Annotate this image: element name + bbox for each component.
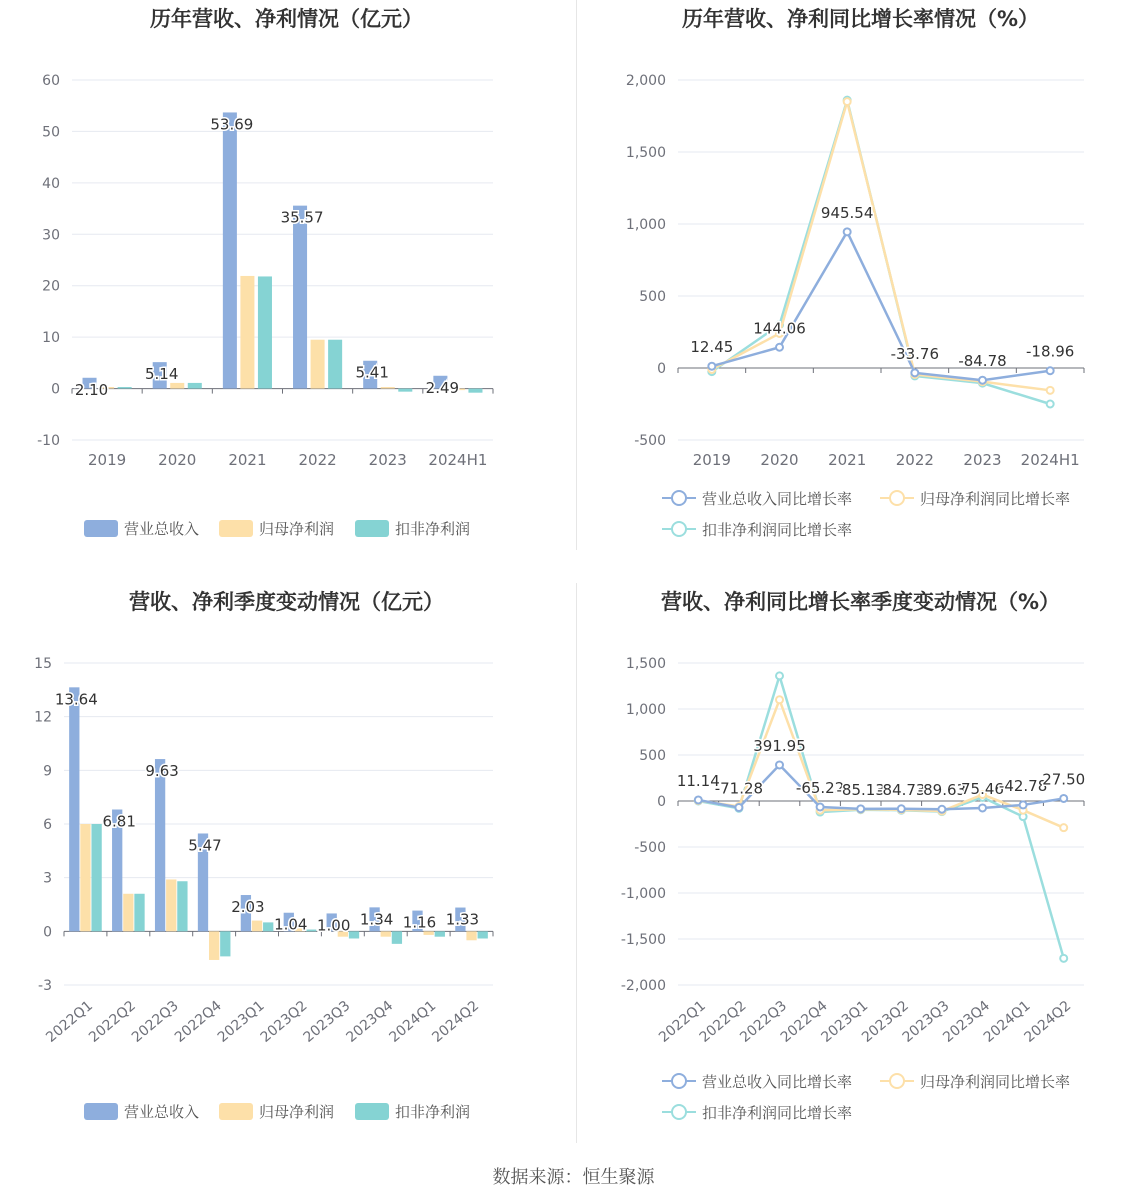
bar-parent-profit [381,387,395,389]
y-tick-label: 0 [657,361,666,377]
y-tick-label: 500 [639,289,666,305]
data-label: 1.34 [359,910,394,929]
x-tick-label: 2021 [228,451,267,469]
x-tick-label: 2024H1 [1020,451,1080,469]
x-tick-label: 2022Q3 [128,997,182,1046]
data-label: 35.57 [280,208,324,227]
bar-deducted-profit [258,276,272,388]
point [857,805,864,812]
data-label: 1.16 [402,913,437,932]
x-tick-label: 2024H1 [428,451,488,469]
point [1047,367,1054,374]
y-tick-label: 500 [639,748,666,764]
x-tick-label: 2022Q3 [737,997,791,1046]
point [776,344,783,351]
point [776,672,783,679]
legend-swatch [84,520,118,537]
point [1047,387,1054,394]
bar-revenue [69,687,79,931]
point [1020,801,1027,808]
x-tick-label: 2023Q3 [300,997,354,1046]
y-tick-label: 30 [42,227,60,244]
legend-swatch [84,1103,118,1120]
legend-label: 扣非净利润 [395,520,471,538]
data-label: 27.50 [1042,770,1086,789]
point [911,369,918,376]
bar-parent-profit [166,879,176,931]
legend-label: 归母净利润同比增长率 [920,1073,1071,1091]
data-label: -85.13 [836,780,885,799]
point [817,804,824,811]
y-tick-label: 12 [34,709,52,726]
point [776,761,783,768]
chart-annual-growth [574,0,1147,575]
point [735,804,742,811]
data-label: -33.76 [890,344,940,363]
x-tick-label: 2024Q2 [429,997,483,1046]
data-label: -18.96 [1025,342,1075,361]
y-tick-label: -1,000 [620,886,666,902]
y-tick-label: -2,000 [620,978,666,994]
legend-label: 归母净利润 [259,1103,335,1121]
data-label: 75.46 [961,779,1004,798]
x-tick-label: 2023Q1 [818,997,872,1046]
panel-annual-growth [574,0,1147,575]
legend-swatch [355,520,389,537]
bar-parent-profit [252,921,262,932]
bar-deducted-profit [478,931,488,938]
y-tick-label: 9 [43,763,52,780]
bar-deducted-profit [188,383,202,389]
x-tick-label: 2023Q2 [257,997,311,1046]
point [695,796,702,803]
x-tick-label: 2020 [158,451,197,469]
y-tick-label: 1,000 [625,217,666,233]
data-label: 1.04 [274,915,308,934]
bar-deducted-profit [435,931,445,936]
point [708,363,715,370]
data-label: -84.78 [958,352,1007,371]
point [1047,401,1054,408]
bar-deducted-profit [398,389,412,392]
x-tick-label: 2023Q3 [899,997,953,1046]
data-label: 5.47 [188,836,222,855]
x-tick-label: 2022Q1 [43,997,97,1046]
data-label: -71.28 [714,779,764,798]
x-tick-label: 2022Q4 [171,997,225,1046]
bar-revenue [155,759,165,931]
y-tick-label: 0 [43,924,52,941]
legend-marker [672,1074,686,1088]
chart-quarterly-bar [0,583,573,1158]
x-tick-label: 2023 [368,451,407,469]
point [776,696,783,703]
y-tick-label: 50 [42,124,60,141]
point [844,98,851,105]
chart-title-annual-growth: 历年营收、净利同比增长率情况（%） [681,7,1040,31]
y-tick-label: 2,000 [625,73,666,89]
legend-swatch [355,1103,389,1120]
chart-title-quarterly-bar: 营收、净利季度变动情况（亿元） [129,590,444,614]
bar-parent-profit [170,383,184,389]
y-tick-label: -500 [634,840,666,856]
bar-deducted-profit [220,931,230,956]
legend-label: 营业总收入 [124,1103,200,1121]
data-label: 5.41 [355,363,389,382]
y-tick-label: -10 [37,433,60,449]
bar-parent-profit [424,931,434,935]
x-tick-label: 2023Q1 [214,997,268,1046]
y-tick-label: 3 [43,870,52,887]
x-tick-label: 2022Q2 [86,997,139,1046]
data-label: -42.78 [998,776,1048,795]
panel-quarterly-bar [0,583,573,1158]
bar-parent-profit [80,824,90,931]
point [844,228,851,235]
data-label: 6.81 [102,812,136,831]
legend-marker [672,522,686,536]
data-label: -84.73 [877,780,926,799]
panel-quarterly-growth [574,583,1147,1158]
bar-deducted-profit [91,824,101,931]
panel-divider-top [576,0,577,550]
data-source: 数据来源：恒生聚源 [492,1167,655,1188]
bar-deducted-profit [392,931,402,944]
point [1060,955,1067,962]
x-tick-label: 2023 [963,451,1002,469]
y-tick-label: 15 [34,656,52,672]
y-tick-label: 20 [42,278,60,295]
data-label: 2.49 [425,378,460,397]
bar-parent-profit [209,931,219,960]
series-line-parent-profit [712,102,1050,391]
panel-annual-bar [0,0,573,575]
y-tick-label: 1,500 [625,145,666,161]
data-label: 2.03 [231,898,265,917]
panel-divider-bottom [576,583,577,1143]
legend-label: 扣非净利润同比增长率 [702,521,853,539]
bar-parent-profit [466,931,476,940]
bar-deducted-profit [263,922,273,931]
x-tick-label: 2019 [692,451,731,469]
legend-marker [672,491,686,505]
legend-label: 归母净利润同比增长率 [920,490,1071,508]
chart-annual-bar [0,0,573,575]
series-line-deducted-profit [698,676,1063,958]
data-label: 391.95 [753,736,806,755]
data-label: 945.54 [820,203,874,222]
legend-label: 扣非净利润 [395,1103,471,1121]
x-tick-label: 2023Q2 [859,997,912,1046]
y-tick-label: -1,500 [620,932,666,948]
x-tick-label: 2023Q4 [343,997,397,1046]
bar-revenue [293,206,307,389]
bar-parent-profit [240,276,254,389]
data-label: 1.00 [316,916,351,935]
x-tick-label: 2022Q2 [696,997,750,1046]
legend-marker [672,1105,686,1119]
y-tick-label: -500 [634,433,666,449]
y-tick-label: 0 [657,794,666,810]
legend-label: 扣非净利润同比增长率 [702,1104,853,1122]
legend-swatch [219,1103,253,1120]
chart-quarterly-growth [574,583,1147,1158]
bar-deducted-profit [118,387,132,389]
legend-label: 营业总收入同比增长率 [702,1073,853,1091]
data-label: -89.63 [917,781,967,800]
x-tick-label: 2022 [895,451,934,469]
data-label: 11.14 [676,771,720,790]
y-tick-label: -3 [38,978,52,994]
x-tick-label: 2020 [760,451,799,469]
point [1060,824,1067,831]
data-label: 9.63 [145,762,179,781]
bar-deducted-profit [306,930,316,932]
chart-title-annual-bar: 历年营收、净利情况（亿元） [150,7,423,31]
chart-title-quarterly-growth: 营收、净利同比增长率季度变动情况（%） [660,590,1061,614]
bar-deducted-profit [177,881,187,931]
y-tick-label: 40 [42,175,60,192]
data-label: 12.45 [690,338,734,357]
data-label: 13.64 [54,690,98,709]
bar-parent-profit [311,340,325,389]
data-label: -65.22 [795,779,845,798]
data-label: 144.06 [753,319,806,338]
y-tick-label: 1,500 [625,656,666,672]
point [979,377,986,384]
legend-label: 营业总收入 [124,520,200,538]
x-tick-label: 2024Q1 [980,997,1034,1046]
legend-swatch [219,520,253,537]
data-label: 1.33 [445,910,480,929]
legend-label: 营业总收入同比增长率 [702,490,853,508]
bar-parent-profit [381,931,391,936]
x-tick-label: 2024Q2 [1021,997,1075,1046]
data-label: 53.69 [210,115,254,134]
x-tick-label: 2024Q1 [386,997,440,1046]
point [1060,795,1067,802]
bar-revenue [223,112,237,388]
bar-deducted-profit [328,340,342,389]
data-label: 2.10 [74,380,109,399]
x-tick-label: 2019 [87,451,127,469]
legend-label: 归母净利润 [259,520,335,538]
x-tick-label: 2021 [828,451,867,469]
legend-marker [890,1074,904,1088]
bar-deducted-profit [134,894,144,932]
y-tick-label: 6 [43,817,52,833]
x-tick-label: 2022Q1 [656,997,709,1046]
data-label: 5.14 [145,365,179,384]
y-tick-label: 60 [42,73,60,89]
bar-parent-profit [123,894,133,932]
legend-marker [890,491,904,505]
bar-deducted-profit [468,389,482,393]
point [979,804,986,811]
x-tick-label: 2022 [298,451,337,469]
y-tick-label: 10 [42,330,60,347]
x-tick-label: 2022Q4 [777,997,831,1046]
x-tick-label: 2023Q4 [940,997,994,1046]
point [898,805,905,812]
y-tick-label: 1,000 [625,702,666,718]
y-tick-label: 0 [51,381,60,398]
point [938,806,945,813]
